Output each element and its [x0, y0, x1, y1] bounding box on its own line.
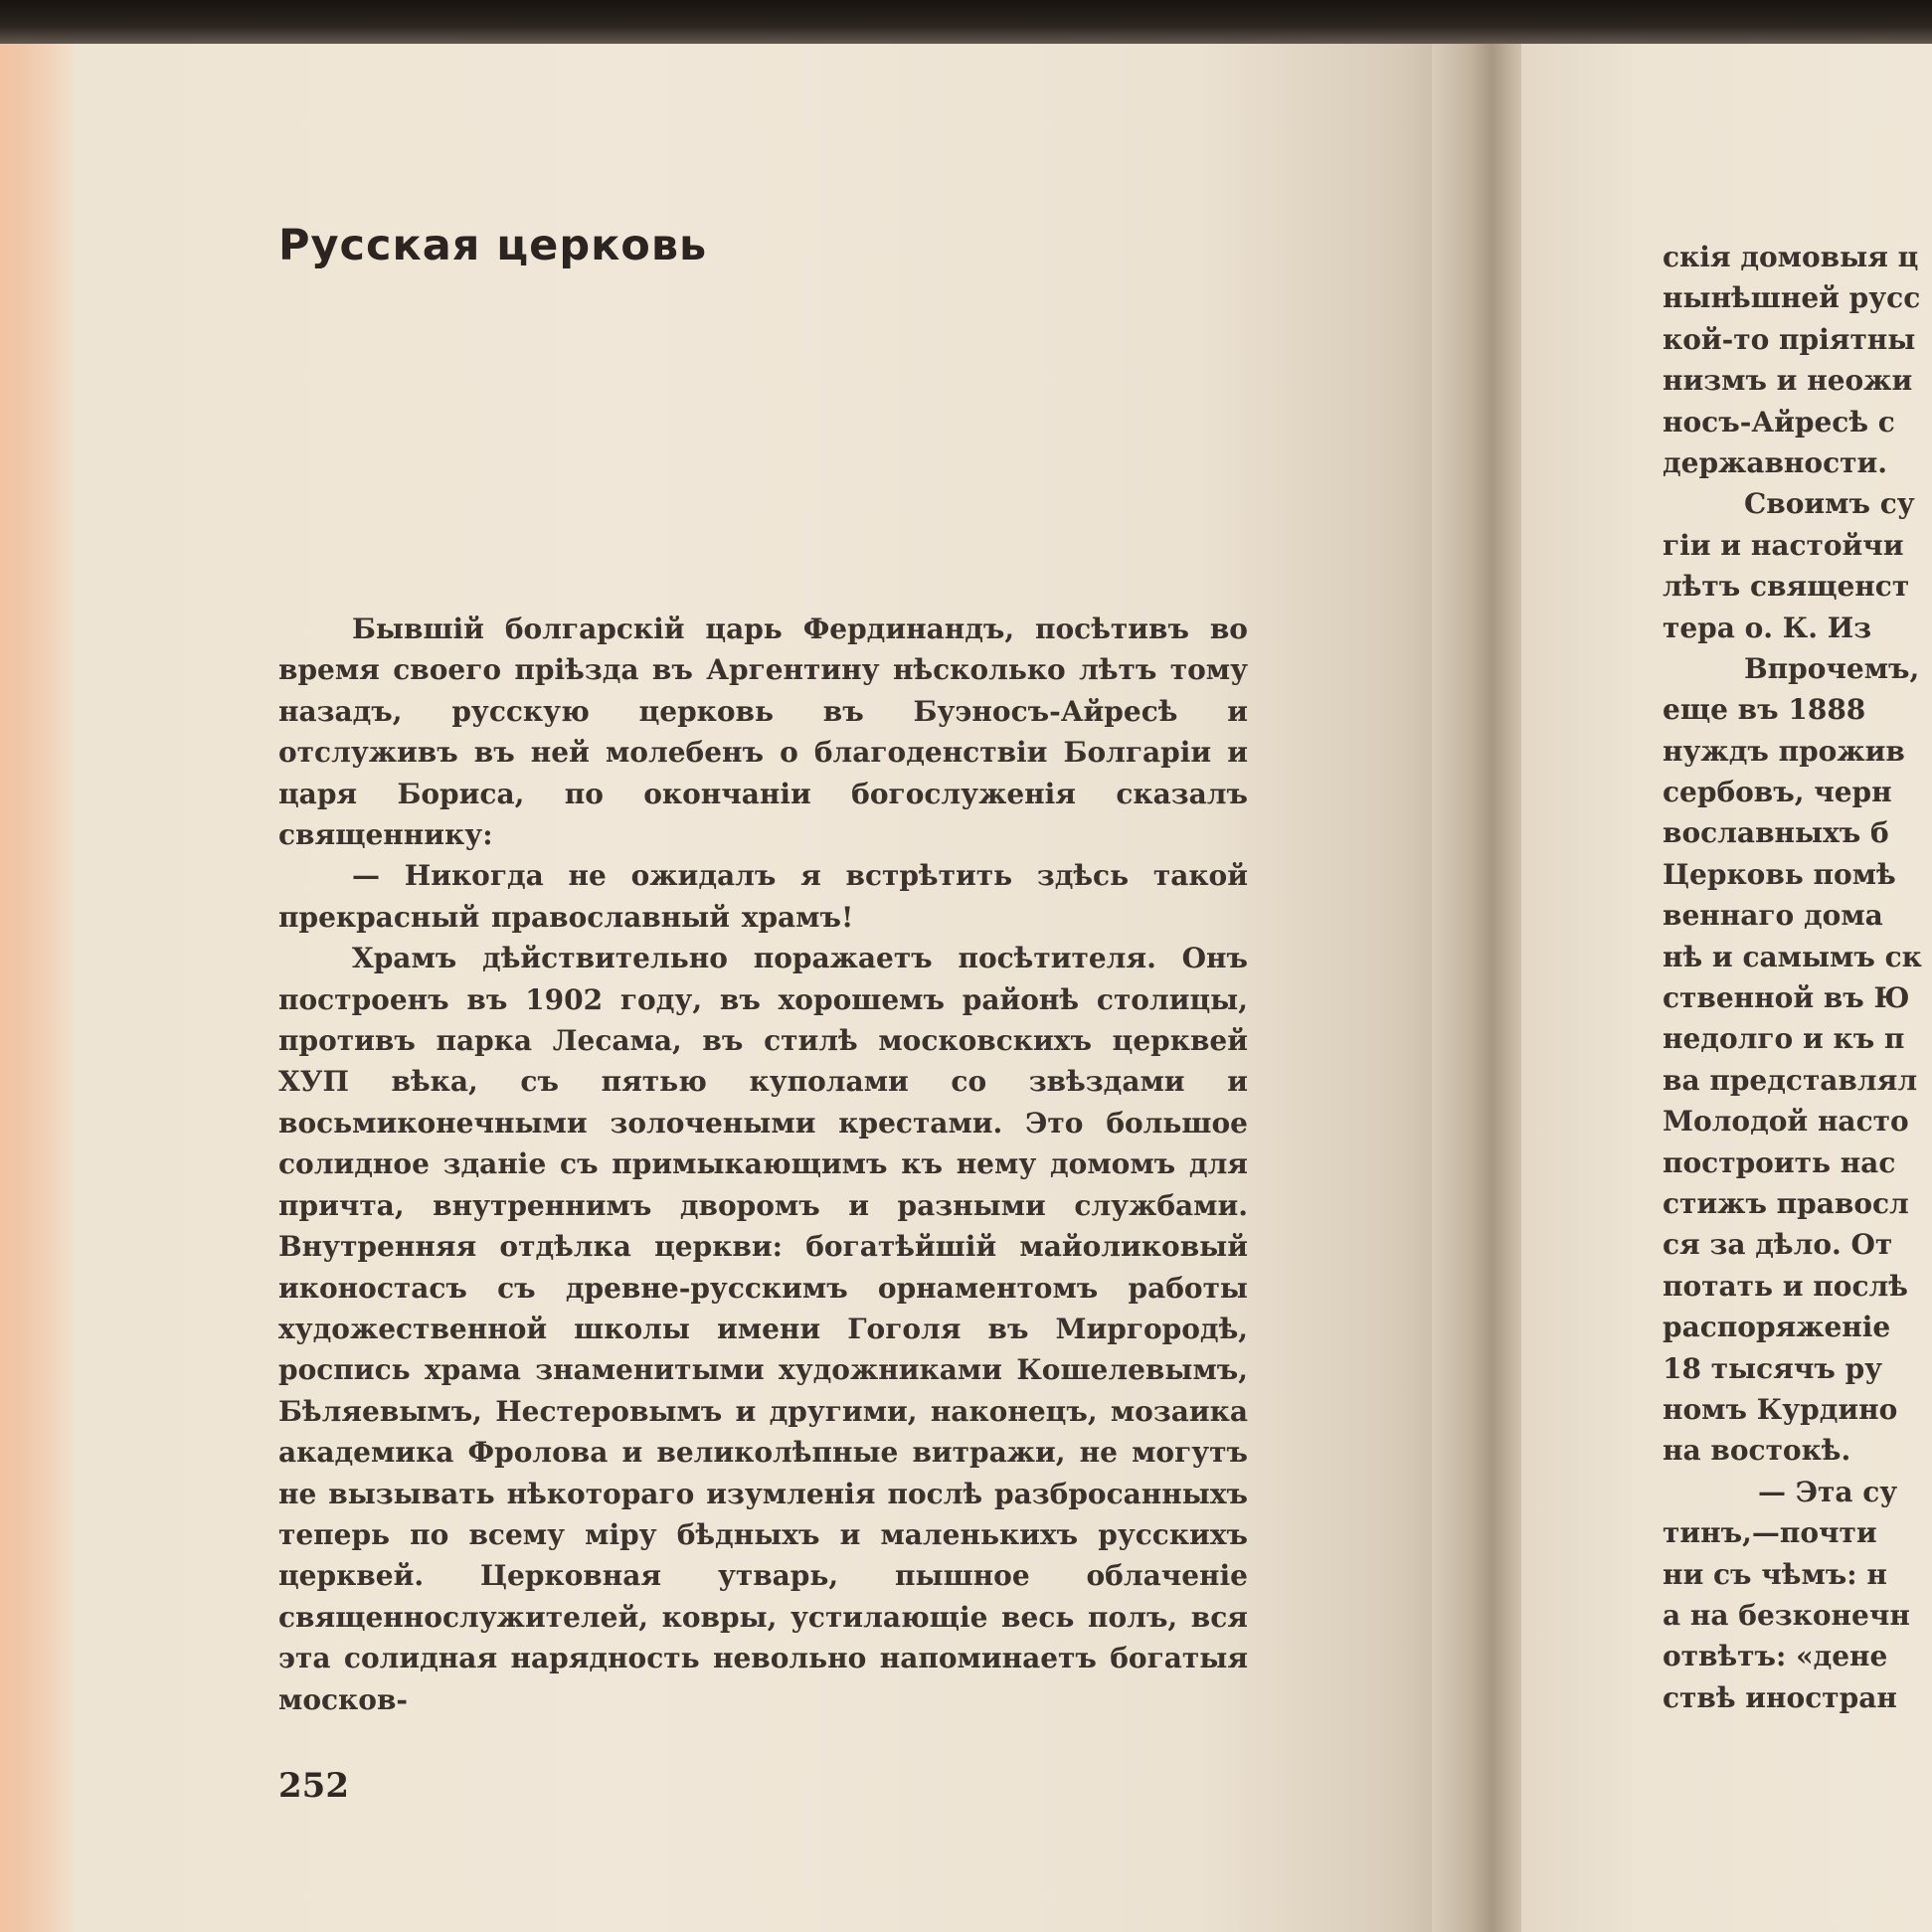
text-line: скія домовыя ц [1663, 241, 1919, 273]
paragraph: Бывшій болгарскій царь Фердинандъ, посѣтивъ во время своего пріѣзда въ Аргентину нѣсколько лѣтъ тому назадъ, русскую церковь въ Буэносъ-Айресѣ и отслуживъ въ ней молебенъ о благоденствіи Болгаріи и царя Бориса, по окончаніи богослуженія сказалъ священнику: [278, 613, 1248, 852]
text-line: 18 тысячъ ру [1663, 1351, 1883, 1385]
text-line: еще въ 1888 [1663, 693, 1866, 727]
left-page-edge [0, 44, 74, 1932]
text-line: кой-то пріятны [1663, 322, 1916, 356]
text-line: ва представлял [1663, 1063, 1918, 1097]
right-page-body [1663, 237, 1932, 1718]
text-line: построить нас [1663, 1145, 1896, 1179]
text-line: сербовъ, черн [1663, 776, 1892, 809]
text-line: ся за дѣло. От [1663, 1228, 1893, 1262]
text-line: — Эта су [1758, 1475, 1898, 1508]
text-line: Своимъ су [1744, 487, 1915, 521]
text-line: Церковь помѣ [1663, 857, 1896, 891]
left-page-body [278, 609, 1248, 1720]
text-line: ни съ чѣмъ: н [1663, 1557, 1887, 1591]
text-line: нуждъ прожив [1663, 734, 1905, 768]
text-line: гіи и настойчи [1663, 528, 1904, 562]
text-line: потать и послѣ [1663, 1269, 1908, 1303]
text-line: стижъ правосл [1663, 1186, 1909, 1220]
text-line: державности. [1663, 445, 1888, 479]
text-line: низмъ и неожи [1663, 364, 1913, 398]
text-line: на востокѣ. [1663, 1434, 1851, 1468]
paragraph: Храмъ дѣйствительно поражаетъ посѣтителя. Онъ построенъ въ 1902 году, въ хорошемъ районѣ столицы, противъ парка Лесама, въ стилѣ московскихъ церквей ХУП вѣка, съ пятью куполами со звѣздами и восьмиконечными золочеными крестами. Это большое солидное зданіе съ примыкающимъ къ нему домомъ для причта, внутреннимъ дворомъ и разными службами. Внутренняя отдѣлка церкви: богатѣйшій майоликовый иконостасъ съ древне-русскимъ орнаментомъ работы художественной школы имени Гоголя въ Миргородѣ, роспись храма знаменитыми художниками Кошелевымъ, Бѣляевымъ, Нестеровымъ и другими, наконецъ, мозаика академика Фролова и великолѣпные витражи, не могутъ не вызывать нѣкотораго изумленія послѣ разбросанныхъ теперь по всему міру бѣдныхъ и маленькихъ русскихъ церквей. Церковная утварь, пышное облаченіе священнослужителей, ковры, устилающіе весь полъ, вся эта солидная нарядность невольно напоминаетъ богатыя москов- [278, 942, 1248, 1716]
text-line: лѣтъ священст [1663, 570, 1910, 604]
text-line: носъ-Айресѣ с [1663, 405, 1895, 439]
text-line: нѣ и самымъ ск [1663, 940, 1922, 973]
text-line: отвѣтъ: «дене [1663, 1640, 1888, 1673]
page-number: 252 [278, 1766, 349, 1806]
text-line: нынѣшней русс [1663, 281, 1921, 315]
paragraph: — Никогда не ожидалъ я встрѣтить здѣсь такой прекрасный православный храмъ! [278, 859, 1248, 934]
text-line: вославныхъ б [1663, 816, 1889, 850]
text-line: тера о. К. Из [1663, 611, 1872, 644]
text-line: ственной въ Ю [1663, 981, 1910, 1015]
text-line: а на безконечн [1663, 1598, 1910, 1632]
text-line: номъ Курдино [1663, 1392, 1898, 1426]
text-line: ствѣ иностран [1663, 1680, 1897, 1714]
text-line: распоряженіе [1663, 1311, 1891, 1344]
chapter-title: Русская церковь [278, 221, 708, 270]
text-line: тинъ,—почти [1663, 1516, 1877, 1550]
text-line: Молодой насто [1663, 1105, 1909, 1139]
text-line: недолго и къ п [1663, 1022, 1905, 1056]
text-line: веннаго дома [1663, 899, 1883, 933]
top-shadow-edge [0, 0, 1932, 48]
text-line: Впрочемъ, [1744, 651, 1920, 685]
